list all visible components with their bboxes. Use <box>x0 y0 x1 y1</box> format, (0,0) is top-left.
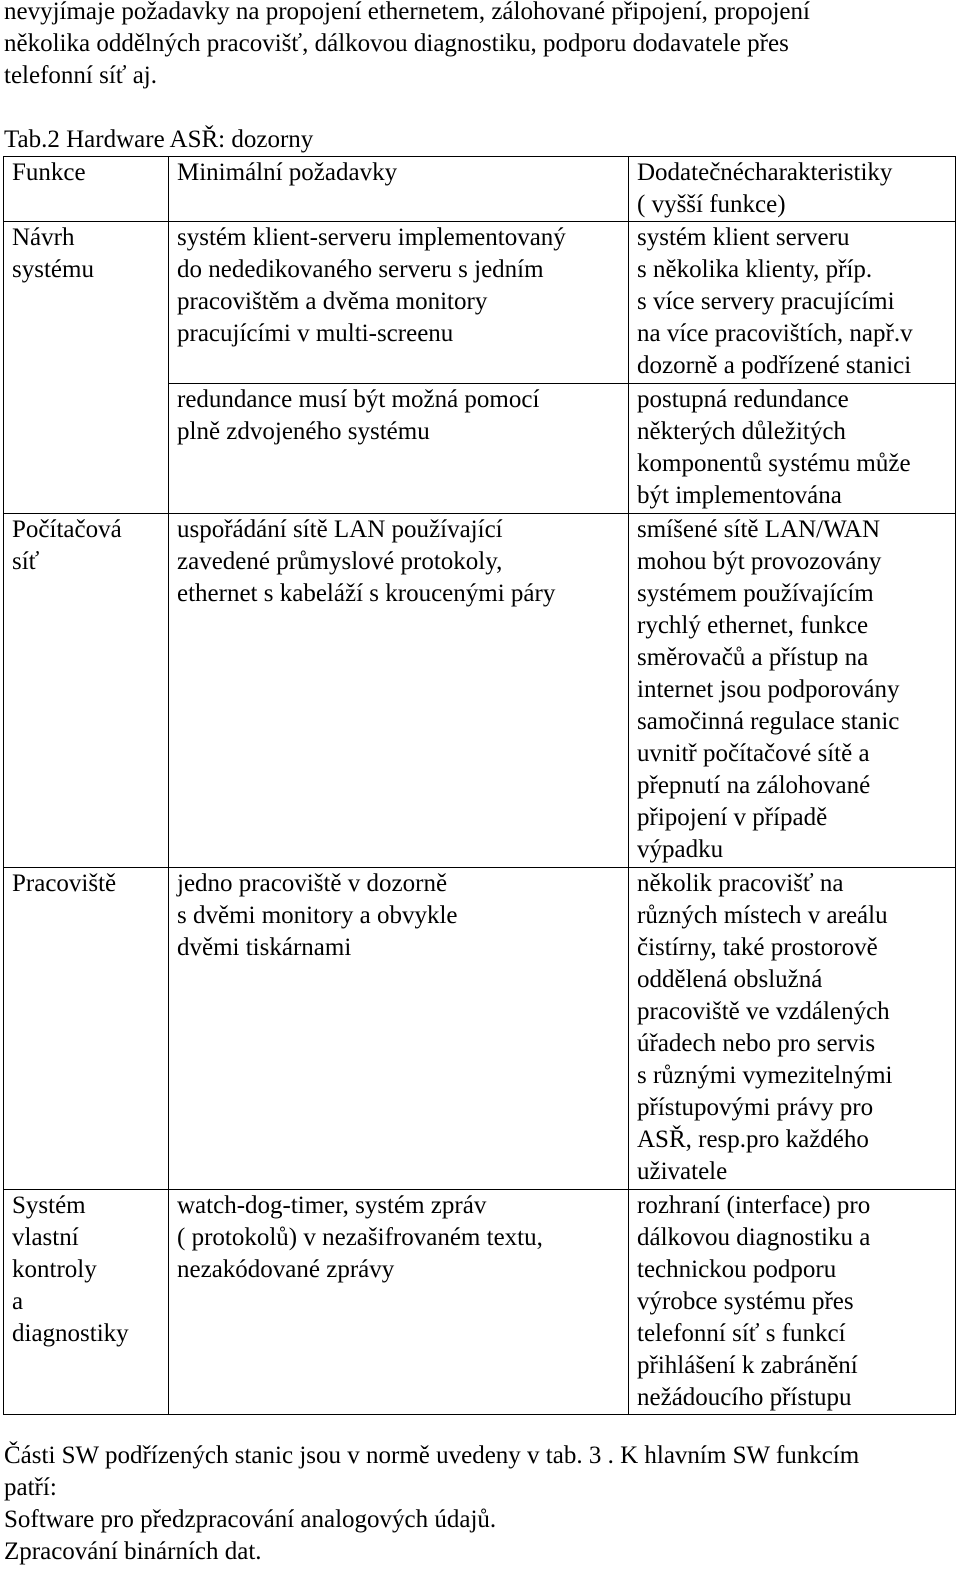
table-row <box>4 384 956 514</box>
cell-minimalni: redundance musí být možná pomocí plně zdvojeného systému <box>169 384 629 514</box>
table-row <box>4 1190 956 1415</box>
table-header-row <box>4 157 956 222</box>
cell-dodatecne: několik pracovišť na různých místech v areálu čistírny, také prostorově oddělená obslužná pracoviště ve vzdálených úřadech nebo pro servis s různými vymezitelnými přístupovými právy pro ASŘ, resp.pro každého uživatele <box>629 868 956 1190</box>
cell-minimalni: uspořádání sítě LAN používající zavedené průmyslové protokoly, ethernet s kabeláží s kroucenými páry <box>169 514 629 868</box>
cell-dodatecne: postupná redundance některých důležitých komponentů systému může být implementována <box>629 384 956 514</box>
cell-minimalni: systém klient-serveru implementovaný do nededikovaného serveru s jedním pracovištěm a dvěma monitory pracujícími v multi-screenu <box>169 222 629 384</box>
header-dodatecne: Dodatečnécharakteristiky ( vyšší funkce) <box>629 157 956 222</box>
cell-funkce: Počítačová síť <box>4 514 169 868</box>
cell-minimalni: jedno pracoviště v dozorně s dvěmi monitory a obvykle dvěmi tiskárnami <box>169 868 629 1190</box>
cell-funkce: Pracoviště <box>4 868 169 1190</box>
cell-dodatecne: systém klient serveru s několika klienty, příp. s více servery pracujícími na více pracovištích, např.v dozorně a podřízené stanici <box>629 222 956 384</box>
cell-funkce <box>4 384 169 514</box>
hardware-table <box>3 156 956 1415</box>
outro-paragraph: Části SW podřízených stanic jsou v normě uvedeny v tab. 3 . K hlavním SW funkcím patří: Software pro předzpracování analogových údajů. Zpracování binárních dat. <box>4 1442 860 1565</box>
table-caption: Tab.2 Hardware ASŘ: dozorny <box>4 126 314 153</box>
cell-funkce: Návrh systému <box>4 222 169 384</box>
cell-dodatecne: rozhraní (interface) pro dálkovou diagnostiku a technickou podporu výrobce systému přes telefonní síť s funkcí přihlášení k zabránění nežádoucího přístupu <box>629 1190 956 1415</box>
intro-paragraph: nevyjímaje požadavky na propojení ethernetem, zálohované připojení, propojení několika oddělných pracovišť, dálkovou diagnostiku, podporu dodavatele přes telefonní síť aj. <box>4 0 810 89</box>
table-row <box>4 868 956 1190</box>
header-minimalni: Minimální požadavky <box>169 157 629 222</box>
cell-minimalni: watch-dog-timer, systém zpráv ( protokolů) v nezašifrovaném textu, nezakódované zprávy <box>169 1190 629 1415</box>
table-row <box>4 514 956 868</box>
header-funkce: Funkce <box>4 157 169 222</box>
table-row <box>4 222 956 384</box>
cell-dodatecne: smíšené sítě LAN/WAN mohou být provozovány systémem používajícím rychlý ethernet, funkce směrovačů a přístup na internet jsou podporovány samočinná regulace stanic uvnitř počítačové sítě a přepnutí na zálohované připojení v případě výpadku <box>629 514 956 868</box>
cell-funkce: Systém vlastní kontroly a diagnostiky <box>4 1190 169 1415</box>
